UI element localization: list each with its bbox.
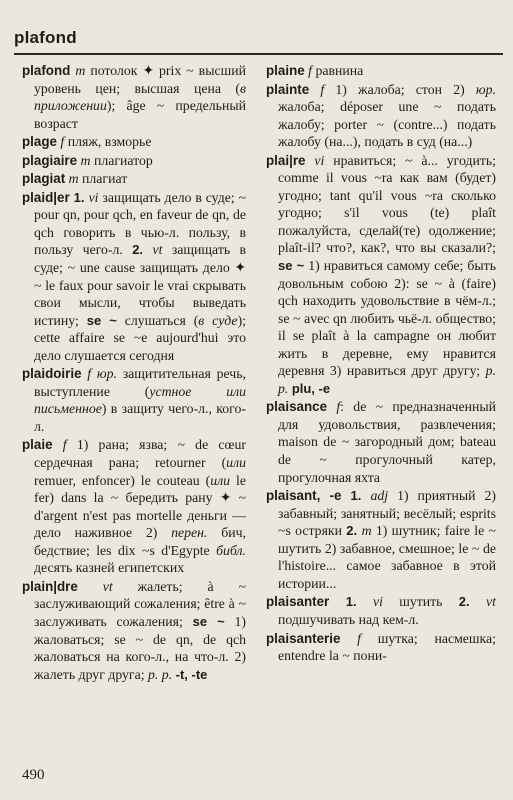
entry-headword: plaie: [22, 437, 53, 453]
entry-text: жалоба; déposer une ~ подать жалобу; porter ~ (contre...) подать жалобу (на...), подать в суд (на...): [278, 99, 496, 150]
entry-text: 1) приятный 2) забавный; занятный; весёлый; esprits ~s остряки: [278, 488, 496, 539]
entry-text: защищать в суде; ~ une cause защищать дело ✦ ~ le faux pour savoir le vrai скрывать свои мысли, чтобы выведать истину;: [34, 242, 246, 328]
entry-text: p. p.: [278, 363, 496, 396]
entry-text: ); cette affaire se ~e aujourd'hui это дело слушается сегодня: [34, 312, 246, 363]
entry-text: m: [77, 152, 94, 168]
entry-headword: plainte: [266, 81, 310, 97]
entry-text: remuer, enfoncer) le couteau (: [34, 472, 211, 488]
entry-text: 1.: [329, 594, 373, 610]
entry-text: плагиат: [82, 171, 128, 187]
entry-text: -t, -te: [175, 666, 208, 682]
entry-text: se ~: [86, 312, 117, 328]
header-rule: [14, 53, 503, 55]
entry-text: 1) нравиться самому себе; быть довольным собою 2): se ~ à (faire) qch находить удовольствие в чём-л.; se ~ avec qn любить чьё-л. общество; il se plaît à la campagne он любит жить в деревне, ему нравится деревня 3) нравиться друг другу;: [278, 258, 496, 379]
entry-text: бич, бедствие; les dix ~s d'Egypte: [34, 525, 246, 558]
entry-text: m: [361, 523, 376, 539]
entry-text: пляж, взморье: [67, 134, 152, 150]
dictionary-entry: [22, 189, 246, 364]
dictionary-entry: [266, 487, 496, 592]
entry-headword: plai|re: [266, 152, 306, 168]
entry-headword: plaidoirie: [22, 366, 82, 382]
dictionary-entry: [266, 398, 496, 486]
entry-text: юр.: [475, 81, 496, 97]
entry-text: потолок ✦ prix ~ высший уровень цен; высшая цена (: [34, 63, 246, 96]
entry-headword: plaisanterie: [266, 630, 341, 646]
entry-text: se ~: [278, 258, 305, 274]
entry-headword: plafond: [22, 63, 71, 78]
entry-text: устное или письменное: [34, 383, 247, 417]
entry-text: защитительная речь, выступление (: [34, 366, 246, 399]
entry-text: десять казней египетских: [34, 560, 185, 576]
entry-headword: plage: [22, 134, 57, 150]
right-column: [266, 62, 496, 665]
dictionary-entry: [22, 133, 246, 151]
entry-text: f: [309, 81, 336, 97]
entry-text: жалеть; à ~ заслуживающий сожаления; être à ~ заслуживать сожаления;: [34, 578, 246, 629]
entry-text: в суде: [198, 312, 238, 328]
entry-text: 1.: [69, 189, 89, 205]
entry-text: подшучивать над кем-л.: [278, 611, 419, 627]
dictionary-entry: [22, 365, 246, 435]
dictionary-entry: [266, 630, 496, 665]
entry-headword: plaisanter: [266, 594, 330, 610]
entry-text: слушаться (: [116, 312, 199, 328]
entry-text: 1) рана; язва; ~ de cœur сердечная рана; retourner (: [34, 437, 246, 471]
dictionary-entry: [266, 593, 496, 628]
entry-text: vi: [372, 594, 400, 610]
entry-text: f юр.: [81, 366, 123, 382]
entry-text: vi: [305, 152, 334, 168]
entry-text: 2.: [132, 242, 153, 258]
dictionary-entry: [22, 436, 246, 576]
dictionary-entry: [266, 81, 496, 151]
entry-text: f: [304, 63, 316, 78]
entry-text: plu, -e: [291, 380, 331, 396]
entry-text: защищать дело в суде; ~ pour qn, pour qch, en faveur de qn, de qch говорить в чью-л. пользу, в пользу чего-л.: [34, 189, 246, 258]
entry-text: vt: [77, 578, 138, 594]
entry-headword: plaid|er: [22, 189, 70, 205]
entry-text: в приложении: [34, 80, 246, 114]
entry-text: f: [340, 630, 378, 646]
running-headword: plafond: [14, 28, 77, 47]
entry-text: равнина: [315, 63, 364, 78]
entry-text: или: [226, 455, 246, 471]
entry-text: перен.: [171, 525, 208, 541]
entry-text: 1) жалоба; стон 2): [335, 81, 476, 97]
entry-text: 2.: [346, 523, 362, 539]
entry-text: библ.: [216, 542, 246, 558]
entry-headword: plagiaire: [22, 152, 78, 168]
entry-text: vi: [88, 189, 103, 205]
dictionary-entry: [22, 170, 246, 188]
dictionary-entry: [266, 62, 496, 80]
dictionary-entry: [266, 152, 496, 398]
entry-text: m: [70, 63, 91, 78]
entry-text: 1) шутник; faire le ~ шутить 2) забавное, смешное; le ~ de l'histoire... самое забавное в этой истории...: [278, 523, 496, 591]
entry-text: ) в защиту чего-л., кого-л.: [34, 401, 246, 434]
page-number: 490: [22, 767, 45, 783]
entry-headword: plain|dre: [22, 578, 78, 594]
entry-text: ); âge ~ предельный возраст: [34, 98, 246, 131]
left-column: [22, 62, 246, 683]
entry-text: se ~: [192, 613, 225, 629]
entry-text: шутить: [399, 594, 459, 610]
dictionary-entry: [22, 578, 246, 683]
entry-text: : de ~ предназначенный для удовольствия, развлечения; maison de ~ загородный дом; bateau de ~ прогулочный катер, прогулочная яхта: [278, 399, 496, 485]
entry-text: 1) жаловаться; se ~ de qn, de qch жаловаться на кого-л., на что-л. 2) жалеть друг друга;: [34, 613, 246, 682]
dictionary-entry: [22, 152, 246, 170]
entry-text: m: [65, 171, 83, 187]
entry-text: 1.: [341, 488, 371, 504]
entry-text: p. p.: [148, 666, 173, 682]
entry-text: vt: [152, 242, 172, 258]
entry-headword: plagiat: [22, 171, 66, 187]
entry-text: шутка; насмешка; entendre la ~ пони-: [278, 630, 497, 664]
entry-text: f: [327, 399, 341, 415]
entry-text: f: [56, 134, 68, 150]
entry-text: или: [210, 472, 231, 488]
dictionary-entry: [22, 62, 246, 132]
entry-text: le fer) dans la ~ бередить рану ✦ ~ d'argent n'est pas mortelle деньги — дело наживное 2): [34, 472, 247, 541]
entry-headword: plaine: [266, 63, 305, 78]
entry-text: vt: [486, 594, 496, 610]
entry-text: adj: [370, 488, 398, 504]
entry-text: 2.: [458, 594, 487, 610]
entry-text: нравиться; ~ à... угодить; comme il vous ~ra как вам (будет) угодно; tant qu'il vous ~ra сколько угодно; s'il vous (te) plaît пожалуйста, сделай(те) одолжение; plaît-il? что?, как?, что вы сказали?;: [278, 152, 497, 256]
entry-text: плагиатор: [93, 152, 153, 168]
entry-headword: plaisance: [266, 399, 328, 415]
entry-headword: plaisant, -e: [266, 488, 342, 504]
entry-text: f: [52, 437, 77, 453]
